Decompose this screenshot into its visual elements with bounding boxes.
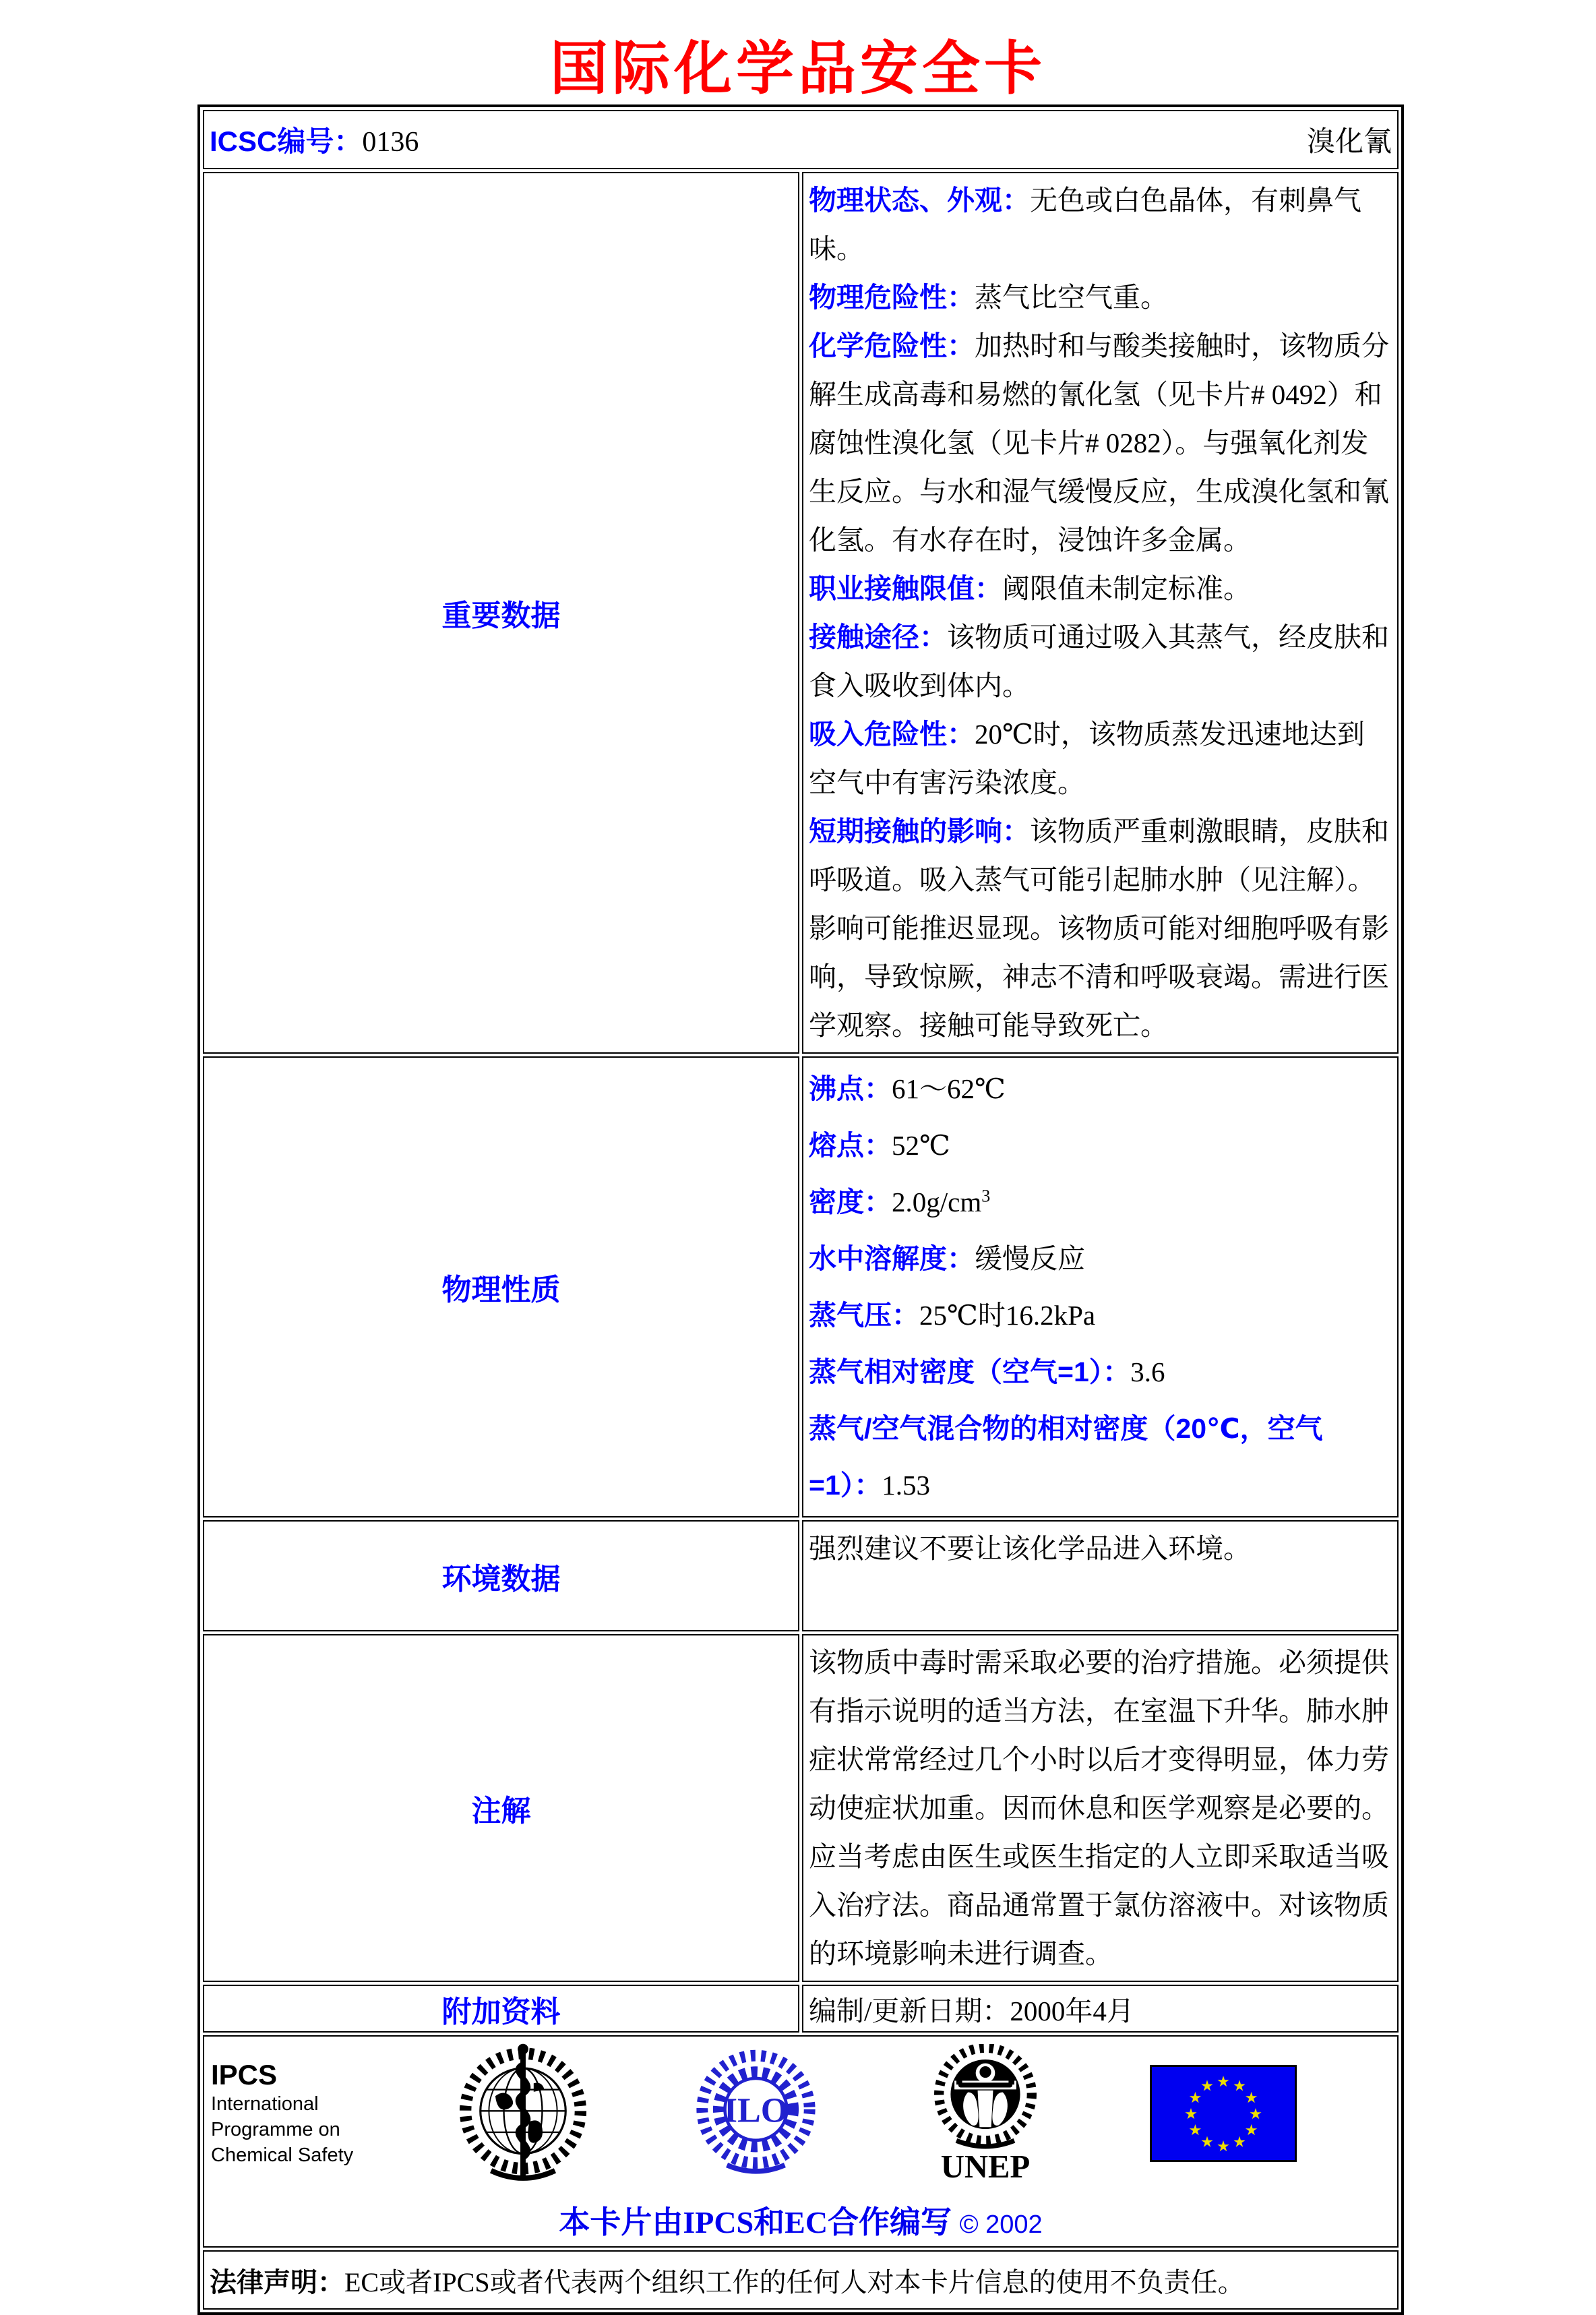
legal-label: 法律声明： [210,2267,344,2297]
superscript: 3 [981,1186,991,1206]
item-label: 物理状态、外观： [809,185,1030,216]
physical-item [809,1344,1392,1400]
eu-flag-icon [1150,2065,1297,2162]
important-item [809,613,1392,710]
item-label: 接触途径： [809,622,947,653]
physical-properties-row [203,1056,1399,1517]
item-label: 职业接触限值： [809,573,1002,604]
update-date-text: 编制/更新日期：2000年4月 [809,1995,1134,2026]
item-text: 该物质可通过吸入其蒸气，经皮肤和食入吸收到体内。 [809,622,1389,701]
important-item [809,710,1392,807]
important-item [809,564,1392,613]
page-title: 国际化学品安全卡 [550,36,1046,101]
environmental-data-row [203,1520,1399,1631]
unep-wordmark: UNEP [940,2148,1031,2182]
ipcs-text-block [211,2059,386,2168]
header-cell [203,110,1399,169]
notes-label: 注解 [203,1634,799,1982]
physical-properties-content [802,1056,1399,1517]
additional-info-content [802,1985,1399,2033]
item-label: 化学危险性： [809,330,975,361]
item-text: 无色或白色晶体，有刺鼻气味。 [809,185,1361,264]
physical-item [809,1117,1392,1174]
item-text: 该物质严重刺激眼睛，皮肤和呼吸道。吸入蒸气可能引起肺水肿（见注解）。影响可能推迟显现。该物质可能对细胞呼吸有影响，导致惊厥，神志不清和呼吸衰竭。需进行医学观察。接触可能导致死亡。 [809,816,1389,1041]
important-data-label: 重要数据 [203,172,799,1054]
important-data-content [802,172,1399,1054]
item-label: 吸入危险性： [809,719,975,750]
ilo-emblem-icon [694,2049,818,2177]
icsc-number-label: ICSC编号： [210,125,363,157]
environment-text: 强烈建议不要让该化学品进入环境。 [809,1533,1251,1564]
important-data-row [203,172,1399,1054]
who-emblem-icon [459,2041,587,2186]
item-text: 1.53 [882,1470,930,1501]
item-text: 蒸气比空气重。 [975,282,1168,313]
unep-emblem-icon [927,2044,1043,2182]
icsc-number-value: 0136 [362,127,419,158]
item-label: 短期接触的影响： [809,816,1030,847]
item-label: 蒸气相对密度（空气=1）： [809,1356,1131,1387]
legal-row [203,2250,1399,2310]
notes-row [203,1634,1399,1982]
caption-text: 本卡片由IPCS和EC合作编写 [559,2205,952,2239]
important-item [809,176,1392,273]
ipcs-name: IPCS [211,2058,278,2091]
physical-item [809,1287,1392,1344]
copyright-text: © 2002 [959,2211,1043,2239]
item-text: 缓慢反应 [975,1243,1085,1274]
item-text: 25℃时16.2kPa [919,1300,1096,1331]
ipcs-line: International [211,2093,319,2115]
item-text: 阈限值未制定标准。 [1002,573,1251,604]
ilo-monogram: ILO [723,2091,789,2130]
important-item [809,807,1392,1050]
cooperation-caption [211,2198,1390,2242]
legal-text: EC或者IPCS或者代表两个组织工作的任何人对本卡片信息的使用不负责任。 [344,2266,1245,2297]
item-text: 3.6 [1130,1356,1165,1387]
item-text: 20℃时，该物质蒸发迅速地达到空气中有害污染浓度。 [809,719,1365,798]
important-item [809,273,1392,322]
physical-item [809,1174,1392,1230]
item-label: 蒸气/空气混合物的相对密度（20℃，空气=1）： [809,1413,1323,1501]
ipcs-line: Chemical Safety [211,2144,354,2166]
item-label: 物理危险性： [809,282,975,313]
item-text: 2.0g/cm [892,1186,982,1217]
physical-item [809,1230,1392,1287]
icsc-number-group [210,119,419,160]
physical-item [809,1060,1392,1117]
physical-item [809,1400,1392,1513]
item-label: 水中溶解度： [809,1243,975,1274]
icsc-card-table [197,104,1404,2315]
logos-cell [203,2035,1399,2248]
chemical-name: 溴化氰 [1306,127,1392,158]
important-item [809,322,1392,564]
logos-row [203,2035,1399,2248]
notes-content [802,1634,1399,1982]
physical-properties-label: 物理性质 [203,1056,799,1517]
environmental-data-content [802,1520,1399,1631]
item-label: 蒸气压： [809,1300,919,1331]
additional-info-row [203,1985,1399,2033]
notes-text: 该物质中毒时需采取必要的治疗措施。必须提供有指示说明的适当方法，在室温下升华。肺水肿症状常常经过几个小时以后才变得明显，体力劳动使症状加重。因而休息和医学观察是必要的。应当考虑由医生或医生指定的人立即采取适当吸入治疗法。商品通常置于氯仿溶液中。对该物质的环境影响未进行调查。 [809,1647,1389,1969]
ipcs-line: Programme on [211,2118,340,2140]
environmental-data-label: 环境数据 [203,1520,799,1631]
item-label: 熔点： [809,1130,892,1161]
item-text: 加热时和与酸类接触时，该物质分解生成高毒和易燃的氰化氢（见卡片# 0492）和腐蚀性溴化氢（见卡片# 0282）。与强氧化剂发生反应。与水和湿气缓慢反应，生成溴化氢和氰化氢。有水存在时，浸蚀许多金属。 [809,330,1389,555]
item-label: 沸点： [809,1073,892,1104]
header-row [203,110,1399,169]
item-text: 61～62℃ [892,1073,1006,1104]
item-label: 密度： [809,1186,892,1217]
additional-info-label: 附加资料 [203,1985,799,2033]
legal-cell [203,2250,1399,2310]
item-text: 52℃ [892,1130,950,1161]
